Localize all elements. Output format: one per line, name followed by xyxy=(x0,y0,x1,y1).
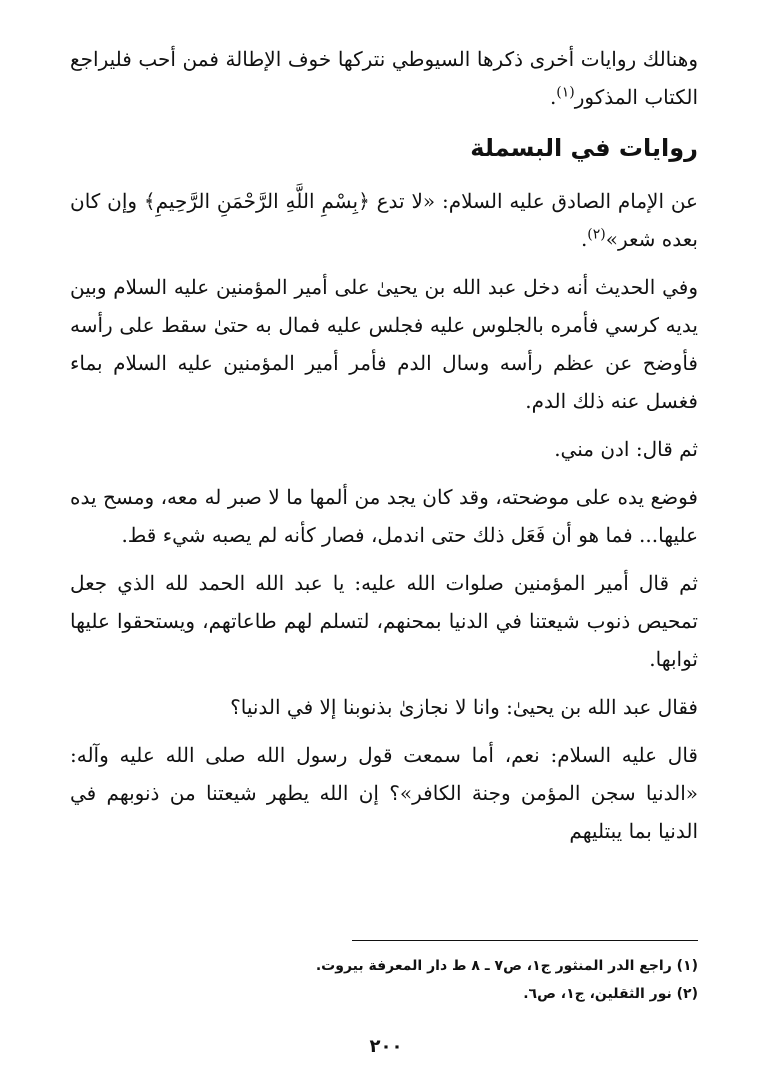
paragraph-answer: قال عليه السلام: نعم، أما سمعت قول رسول الله صلى الله عليه وآله: «الدنيا سجن المؤمن وجنة الكافر»؟ إن الله يطهر شيعتنا من ذنوبهم في الدنيا بما يبتليهم xyxy=(70,743,698,843)
paragraph-hadith: وفي الحديث أنه دخل عبد الله بن يحيىٰ على أمير المؤمنين عليه السلام وبين يديه كرسي فأمره بالجلوس عليه فجلس عليه فمال به حتىٰ سقط على رأسه فأوضح عن عظم رأسه وسال الدم فأمر أمير المؤمنين عليه السلام بماء فغسل عنه ذلك الدم. xyxy=(70,275,698,413)
page-number: ٢٠٠ xyxy=(369,1036,403,1057)
paragraph-amir-almuminin: ثم قال أمير المؤمنين صلوات الله عليه: يا عبد الله الحمد لله الذي جعل تمحيص ذنوب شيعتنا في الدنيا بمحنهم، لتسلم لهم طاعاتهم، ويستحقوا عليها ثوابها. xyxy=(70,571,698,671)
footnotes xyxy=(70,952,698,1008)
paragraph-healing: فوضع يده على موضحته، وقد كان يجد من ألمها ما لا صبر له معه، ومسح يده عليها... فما هو أن فَعَل ذلك حتى اندمل، فصار كأنه لم يصبه شيء قط. xyxy=(70,485,698,547)
footnote-divider xyxy=(352,940,698,941)
paragraph-question: فقال عبد الله بن يحيىٰ: وانا لا نجازىٰ بذنوبنا إلا في الدنيا؟ xyxy=(230,695,698,719)
paragraph-imam-sadiq xyxy=(70,182,698,258)
paragraph-text: وهنالك روايات أخرى ذكرها السيوطي نتركها خوف الإطالة فمن أحب فليراجع الكتاب المذكور xyxy=(70,47,698,109)
footnote-marker-2[interactable]: (٢) xyxy=(587,226,606,243)
footnote-1: (١) راجع الدر المنثور ج١، ص٧ ـ ٨ ط دار المعرفة بيروت. xyxy=(315,958,698,974)
period: . xyxy=(549,85,557,109)
paragraph-other-narrations xyxy=(70,40,698,116)
paragraph-text: عن الإمام الصادق عليه السلام: «لا تدع ﴿بِسْمِ اللَّهِ الرَّحْمَنِ الرَّحِيمِ﴾ وإن كان بعده شعر» xyxy=(70,189,698,251)
paragraph-come-near: ثم قال: ادن مني. xyxy=(554,437,698,461)
page-body xyxy=(70,40,698,860)
period: . xyxy=(580,227,588,251)
footnote-marker-1[interactable]: (١) xyxy=(556,84,575,101)
footnote-2: (٢) نور الثقلين، ج١، ص٦. xyxy=(523,986,698,1002)
section-heading: روايات في البسملة xyxy=(470,134,698,162)
